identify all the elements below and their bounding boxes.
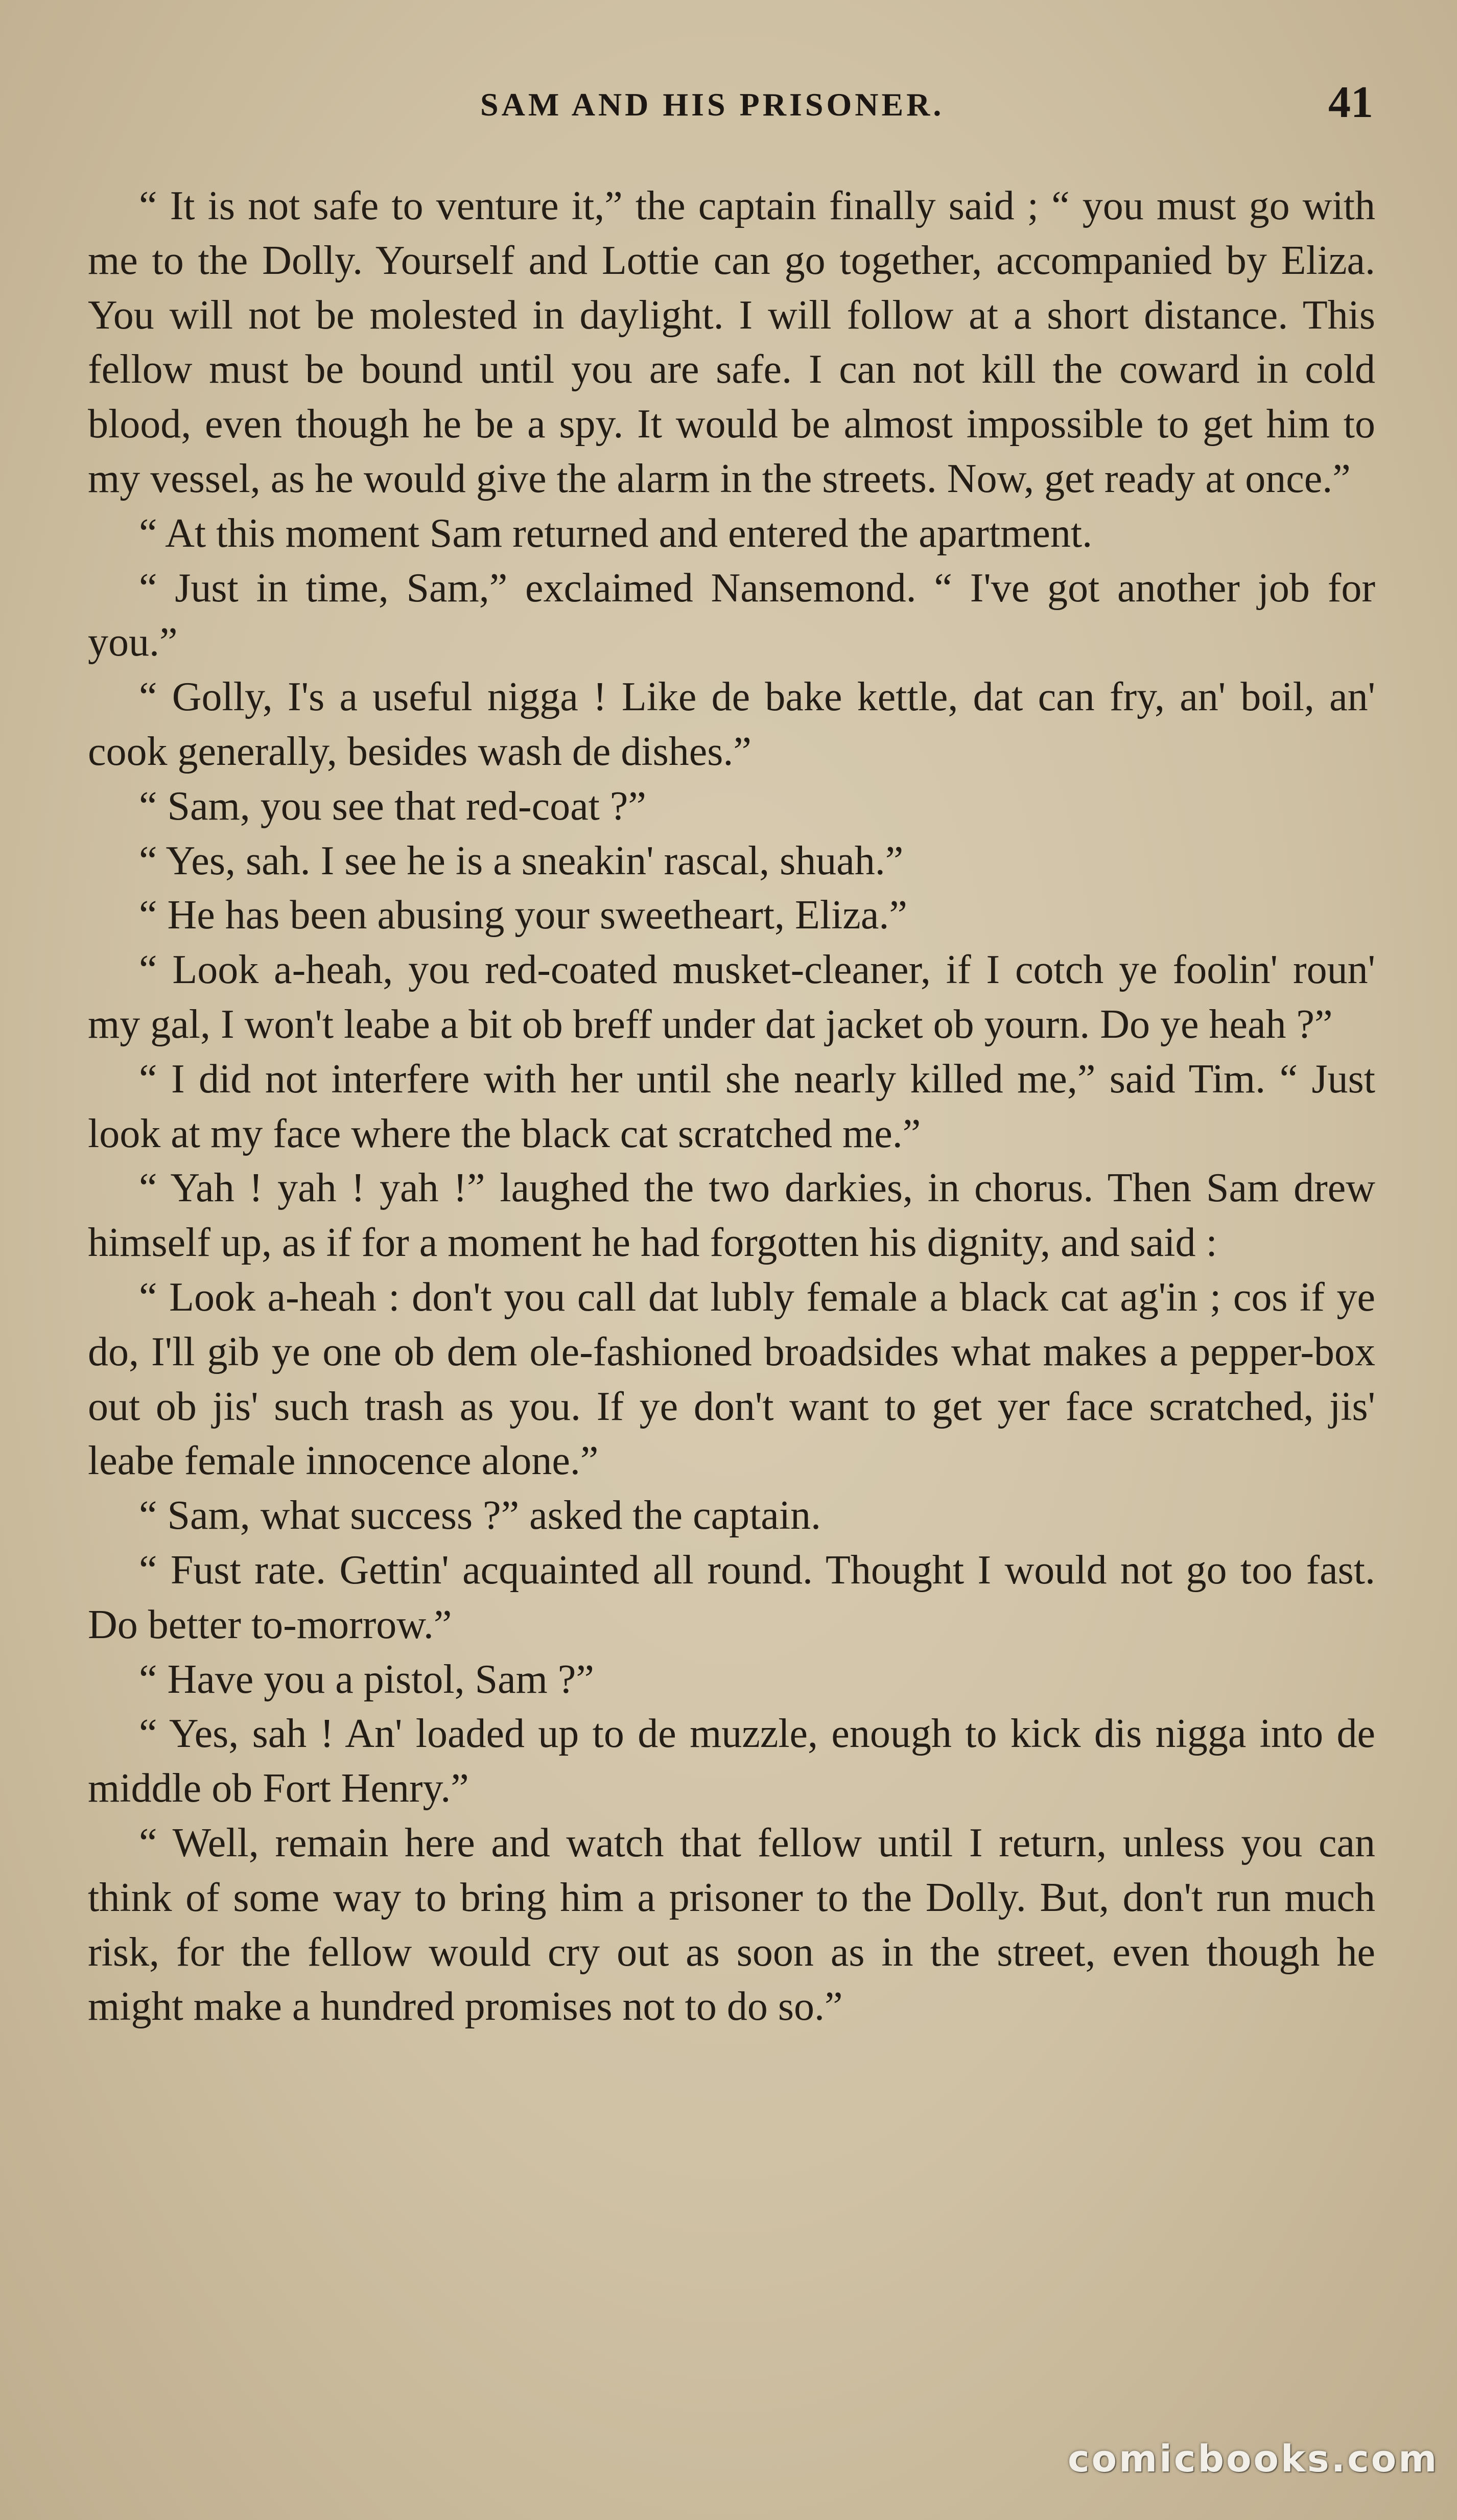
paragraph: “ I did not interfere with her until she nearly killed me,” said Tim. “ Just look at my face where the black cat scratched me.” xyxy=(88,1056,1375,1156)
paragraph: “ Look a-heah : don't you call dat lubly female a black cat ag'in ; cos if ye do, I'll gib ye one ob dem ole-fashioned broadsides what makes a pepper-box out ob jis' such trash as you. If ye don't want to get yer face scratched, jis' leabe female innocence alone.” xyxy=(88,1274,1375,1484)
page-number: 41 xyxy=(1328,78,1373,127)
paragraph: “ Sam, you see that red-coat ?” xyxy=(139,783,646,829)
paragraph: “ Just in time, Sam,” exclaimed Nansemond. “ I've got another job for you.” xyxy=(88,565,1375,665)
paragraph: “ At this moment Sam returned and entered the apartment. xyxy=(139,510,1093,556)
paragraph: “ It is not safe to venture it,” the captain finally said ; “ you must go with me to the Dolly. Yourself and Lottie can go together, accompanied by Eliza. You will not be molested in daylight. I will follow at a short distance. This fellow must be bound until you are safe. I can not kill the coward in cold blood, even though he be a spy. It would be almost impossible to get him to my vessel, as he would give the alarm in the streets. Now, get ready at once.” xyxy=(88,183,1375,501)
paragraph: “ He has been abusing your sweetheart, Eliza.” xyxy=(139,893,907,938)
watermark: comicbooks.com xyxy=(1068,2437,1439,2480)
running-head: SAM AND HIS PRISONER. xyxy=(480,86,945,123)
paragraph: “ Yah ! yah ! yah !” laughed the two darkies, in chorus. Then Sam drew himself up, as if for a moment he had forgotten his dignity, and said : xyxy=(88,1165,1375,1266)
paragraph: “ Yes, sah ! An' loaded up to de muzzle, enough to kick dis nigga into de middle ob Fort Henry.” xyxy=(88,1711,1375,1811)
paragraph: “ Have you a pistol, Sam ?” xyxy=(139,1656,594,1702)
paragraph: “ Fust rate. Gettin' acquainted all round. Thought I would not go too fast. Do better to-morrow.” xyxy=(88,1547,1375,1647)
paragraph: “ Well, remain here and watch that fellow until I return, unless you can think of some way to bring him a prisoner to the Dolly. But, don't run much risk, for the fellow would cry out as soon as in the street, even though he might make a hundred promises not to do so.” xyxy=(88,1820,1375,2029)
paragraph: “ Look a-heah, you red-coated musket-cleaner, if I cotch ye foolin' roun' my gal, I won't leabe a bit ob breff under dat jacket ob yourn. Do ye heah ?” xyxy=(88,947,1375,1047)
page-header xyxy=(0,77,1457,133)
paragraph: “ Sam, what success ?” asked the captain. xyxy=(139,1493,821,1538)
paragraph: “ Yes, sah. I see he is a sneakin' rascal, shuah.” xyxy=(139,838,904,883)
body-text xyxy=(88,179,1375,2034)
paragraph: “ Golly, I's a useful nigga ! Like de bake kettle, dat can fry, an' boil, an' cook generally, besides wash de dishes.” xyxy=(88,674,1375,774)
